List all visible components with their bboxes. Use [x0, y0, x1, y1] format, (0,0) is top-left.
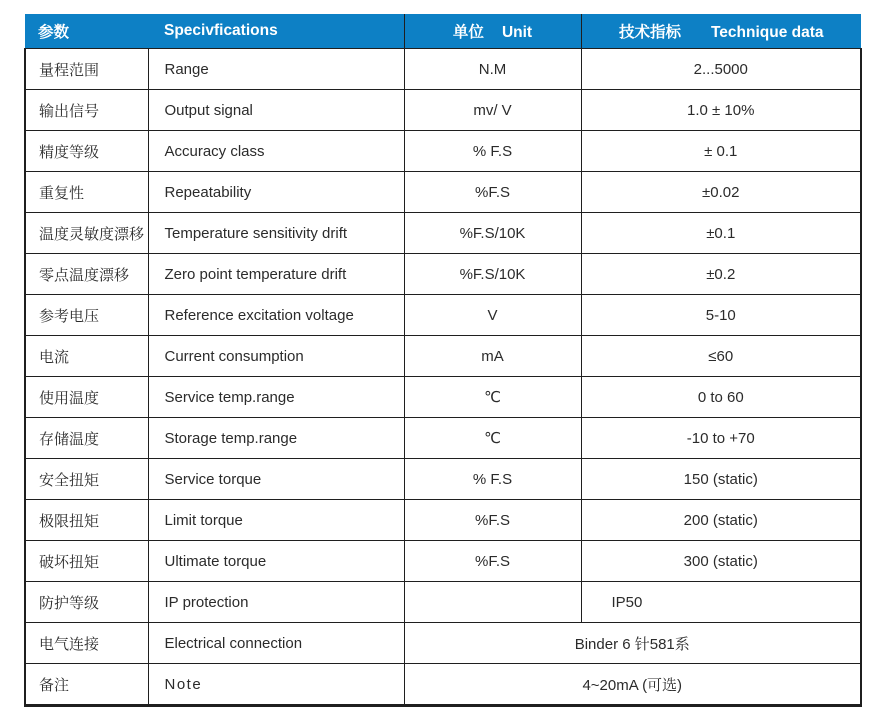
param-cell: 零点温度漂移 [25, 254, 148, 295]
table-row [25, 623, 861, 664]
param-cell: 温度灵敏度漂移 [25, 213, 148, 254]
spec-cell: Limit torque [148, 500, 404, 541]
spec-cell: Reference excitation voltage [148, 295, 404, 336]
merged-value-cell: 4~20mA (可选) [404, 664, 861, 706]
spec-cell: Ultimate torque [148, 541, 404, 582]
unit-cell: %F.S [404, 500, 581, 541]
param-cell: 使用温度 [25, 377, 148, 418]
unit-cell: mv/ V [404, 90, 581, 131]
unit-cell: %F.S [404, 172, 581, 213]
unit-cell: % F.S [404, 131, 581, 172]
header-param [25, 14, 148, 49]
spec-cell: Output signal [148, 90, 404, 131]
param-cell: 防护等级 [25, 582, 148, 623]
param-cell: 存储温度 [25, 418, 148, 459]
unit-cell: %F.S/10K [404, 213, 581, 254]
spec-cell: Service torque [148, 459, 404, 500]
param-cell: 参考电压 [25, 295, 148, 336]
param-cell: 电流 [25, 336, 148, 377]
header-unit [404, 14, 581, 49]
param-cell: 备注 [25, 664, 148, 706]
param-cell: 精度等级 [25, 131, 148, 172]
value-cell: -10 to +70 [581, 418, 861, 459]
unit-cell: %F.S/10K [404, 254, 581, 295]
spec-cell: Current consumption [148, 336, 404, 377]
table-row [25, 459, 861, 500]
header-technique [581, 14, 861, 49]
value-cell: 1.0 ± 10% [581, 90, 861, 131]
value-cell: ±0.1 [581, 213, 861, 254]
value-cell: 0 to 60 [581, 377, 861, 418]
unit-cell: % F.S [404, 459, 581, 500]
unit-cell: V [404, 295, 581, 336]
param-cell: 输出信号 [25, 90, 148, 131]
table-row [25, 500, 861, 541]
value-cell: ± 0.1 [581, 131, 861, 172]
spec-cell: Storage temp.range [148, 418, 404, 459]
spec-cell: Accuracy class [148, 131, 404, 172]
table-row [25, 254, 861, 295]
spec-table-header [25, 14, 861, 49]
value-cell: ≤60 [581, 336, 861, 377]
spec-cell: Electrical connection [148, 623, 404, 664]
table-row [25, 295, 861, 336]
header-technique-zh: 技术指标 [618, 24, 681, 41]
header-spec-label: Specivfications [164, 22, 278, 39]
spec-cell: Zero point temperature drift [148, 254, 404, 295]
table-row [25, 90, 861, 131]
table-row [25, 131, 861, 172]
header-param-label: 参数 [38, 24, 70, 41]
value-cell: 300 (static) [581, 541, 861, 582]
header-spec [148, 14, 404, 49]
value-cell: ±0.02 [581, 172, 861, 213]
table-row [25, 213, 861, 254]
value-cell: 5-10 [581, 295, 861, 336]
spec-cell: Note [148, 664, 404, 706]
unit-cell: ℃ [404, 377, 581, 418]
spec-cell: Repeatability [148, 172, 404, 213]
table-row [25, 582, 861, 623]
table-row [25, 172, 861, 213]
table-row [25, 49, 861, 90]
value-cell: 200 (static) [581, 500, 861, 541]
unit-cell: mA [404, 336, 581, 377]
spec-cell: Service temp.range [148, 377, 404, 418]
param-cell: 安全扭矩 [25, 459, 148, 500]
table-row [25, 541, 861, 582]
merged-value-cell: Binder 6 针581系 [404, 623, 861, 664]
value-cell: 2...5000 [581, 49, 861, 90]
spec-table-body [25, 49, 861, 706]
header-unit-en: Unit [501, 24, 533, 41]
value-cell: 150 (static) [581, 459, 861, 500]
spec-cell: IP protection [148, 582, 404, 623]
param-cell: 极限扭矩 [25, 500, 148, 541]
table-row [25, 336, 861, 377]
param-cell: 重复性 [25, 172, 148, 213]
value-cell: IP50 [581, 582, 861, 623]
spec-cell: Temperature sensitivity drift [148, 213, 404, 254]
unit-cell [404, 582, 581, 623]
table-row [25, 664, 861, 706]
spec-table [24, 14, 862, 707]
unit-cell: %F.S [404, 541, 581, 582]
header-row [25, 14, 861, 49]
header-unit-zh: 单位 [452, 24, 484, 41]
spec-sheet [24, 14, 862, 707]
value-cell: ±0.2 [581, 254, 861, 295]
header-technique-en: Technique data [710, 24, 824, 41]
table-row [25, 377, 861, 418]
table-row [25, 418, 861, 459]
param-cell: 量程范围 [25, 49, 148, 90]
unit-cell: N.M [404, 49, 581, 90]
spec-cell: Range [148, 49, 404, 90]
unit-cell: ℃ [404, 418, 581, 459]
param-cell: 破坏扭矩 [25, 541, 148, 582]
param-cell: 电气连接 [25, 623, 148, 664]
